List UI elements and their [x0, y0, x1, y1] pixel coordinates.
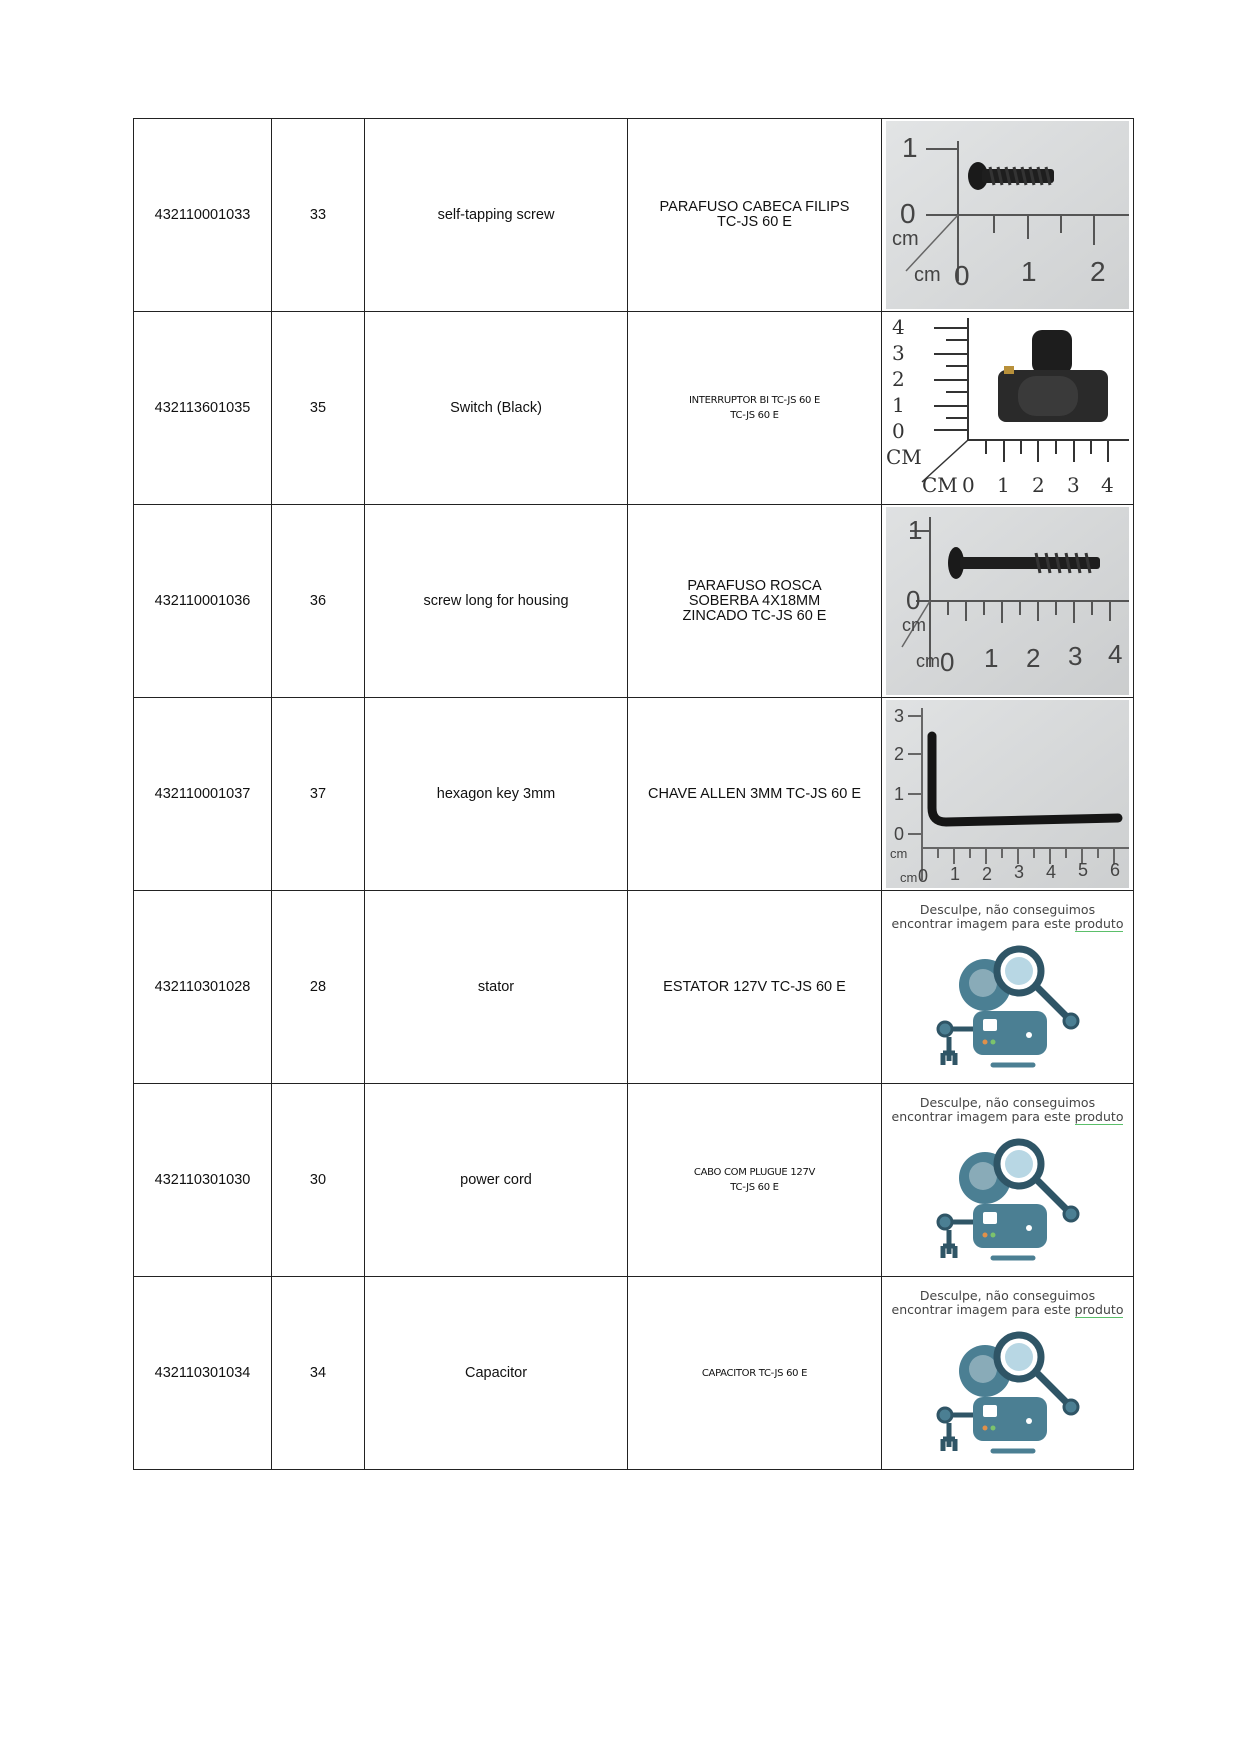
- no-image-placeholder: [886, 1086, 1129, 1274]
- part-code: 432110001037: [134, 698, 272, 891]
- ruler-h-label: 3: [1067, 473, 1080, 497]
- ruler-v-label: 4: [892, 315, 905, 339]
- part-image-cell: [882, 1277, 1134, 1470]
- ruler-h-label: 1: [1021, 256, 1037, 287]
- ruler-unit-h: cm: [914, 264, 941, 286]
- part-photo-screw-long: [886, 507, 1129, 695]
- position-number: 37: [272, 698, 365, 891]
- ruler-h-label: 1: [997, 473, 1010, 497]
- ruler-unit-h: CM: [922, 473, 958, 497]
- part-image-cell: [882, 891, 1134, 1084]
- ruler-v-label-0: 0: [900, 198, 916, 229]
- ruler-unit-h: cm: [916, 651, 940, 671]
- description-en: Switch (Black): [365, 312, 628, 505]
- position-number: 28: [272, 891, 365, 1084]
- part-image-cell: [882, 1084, 1134, 1277]
- ruler-v-label: 2: [892, 367, 905, 391]
- description-en: power cord: [365, 1084, 628, 1277]
- robot-magnifier-icon: [933, 1138, 1083, 1266]
- ruler-unit-v: cm: [902, 615, 926, 635]
- ruler-h-label: 2: [1026, 643, 1041, 673]
- ruler-v-label-1: 1: [902, 132, 918, 163]
- part-code: 432113601035: [134, 312, 272, 505]
- table-row: [134, 505, 1134, 698]
- robot-magnifier-icon: [933, 1331, 1083, 1459]
- no-image-placeholder: [886, 893, 1129, 1081]
- no-image-line2: encontrar imagem para este: [891, 1302, 1075, 1317]
- ruler-h-label: 0: [954, 260, 970, 291]
- ruler-unit-v: cm: [892, 228, 919, 250]
- ruler-v-label: 3: [894, 706, 905, 726]
- ruler-h-label: 0: [962, 473, 975, 497]
- description-pt-text: INTERRUPTOR BI TC-JS 60 E TC-JS 60 E: [688, 395, 821, 421]
- part-image-cell: [882, 119, 1134, 312]
- ruler-h-label: 0: [940, 647, 955, 677]
- no-image-line2-underlined: produto: [1074, 1109, 1124, 1124]
- no-image-message: [886, 893, 1129, 931]
- ruler-h-label: 4: [1108, 639, 1123, 669]
- no-image-line2: encontrar imagem para este: [891, 916, 1075, 931]
- table-row: [134, 1084, 1134, 1277]
- ruler-v-label: 1: [908, 515, 923, 545]
- part-image-cell: [882, 312, 1134, 505]
- ruler-h-label: 4: [1046, 862, 1057, 882]
- description-pt: [628, 891, 882, 1084]
- position-number: 34: [272, 1277, 365, 1470]
- ruler-h-label: 1: [984, 643, 999, 673]
- ruler-v-label: 1: [892, 393, 905, 417]
- robot-magnifier-icon: [933, 945, 1083, 1073]
- no-image-placeholder: [886, 1279, 1129, 1467]
- ruler-v-label: 2: [894, 744, 905, 764]
- part-code: 432110301034: [134, 1277, 272, 1470]
- description-pt: [628, 505, 882, 698]
- ruler-v-label: 1: [894, 784, 905, 804]
- ruler-h-label: 2: [1032, 473, 1045, 497]
- part-image-cell: [882, 698, 1134, 891]
- table-row: [134, 312, 1134, 505]
- ruler-h-label: 2: [1090, 256, 1106, 287]
- description-en: Capacitor: [365, 1277, 628, 1470]
- description-pt-text: PARAFUSO CABECA FILIPS TC-JS 60 E: [659, 199, 850, 230]
- table-row: [134, 1277, 1134, 1470]
- ruler-unit-v: CM: [886, 445, 922, 469]
- description-en: hexagon key 3mm: [365, 698, 628, 891]
- table-row: [134, 119, 1134, 312]
- ruler-v-label: 0: [892, 419, 905, 443]
- part-code: 432110301030: [134, 1084, 272, 1277]
- description-pt: [628, 1084, 882, 1277]
- no-image-message: [886, 1279, 1129, 1317]
- ruler-h-label: 2: [982, 864, 993, 884]
- part-code: 432110001036: [134, 505, 272, 698]
- description-pt: [628, 312, 882, 505]
- description-pt: [628, 698, 882, 891]
- ruler-v-label: 0: [906, 585, 921, 615]
- part-photo-switch: [886, 314, 1129, 502]
- ruler-h-label: 3: [1068, 641, 1083, 671]
- no-image-line1: Desculpe, não conseguimos: [919, 1288, 1096, 1303]
- description-pt: [628, 1277, 882, 1470]
- ruler-h-label: 6: [1110, 860, 1121, 880]
- ruler-v-label: 3: [892, 341, 905, 365]
- description-pt-text: CAPACITOR TC-JS 60 E: [701, 1367, 808, 1379]
- position-number: 30: [272, 1084, 365, 1277]
- part-code: 432110001033: [134, 119, 272, 312]
- parts-table: [133, 118, 1134, 1470]
- position-number: 36: [272, 505, 365, 698]
- no-image-line1: Desculpe, não conseguimos: [919, 902, 1096, 917]
- ruler-unit-v: cm: [890, 846, 908, 861]
- table-row: [134, 698, 1134, 891]
- no-image-message: [886, 1086, 1129, 1124]
- ruler-h-label: 1: [950, 864, 961, 884]
- description-pt-text: CHAVE ALLEN 3MM TC-JS 60 E: [647, 785, 861, 802]
- ruler-h-label: 4: [1101, 473, 1114, 497]
- position-number: 33: [272, 119, 365, 312]
- description-pt-text: ESTATOR 127V TC-JS 60 E: [663, 978, 846, 995]
- description-pt: [628, 119, 882, 312]
- description-en: screw long for housing: [365, 505, 628, 698]
- ruler-h-label: 0: [918, 866, 929, 886]
- no-image-line2: encontrar imagem para este: [891, 1109, 1075, 1124]
- description-pt-text: CABO COM PLUGUE 127V TC-JS 60 E: [693, 1167, 816, 1193]
- no-image-line2-underlined: produto: [1074, 1302, 1124, 1317]
- ruler-unit-h: cm: [900, 870, 918, 885]
- ruler-h-label: 5: [1078, 860, 1089, 880]
- description-en: self-tapping screw: [365, 119, 628, 312]
- no-image-line1: Desculpe, não conseguimos: [919, 1095, 1096, 1110]
- ruler-h-label: 3: [1014, 862, 1025, 882]
- position-number: 35: [272, 312, 365, 505]
- description-pt-text: PARAFUSO ROSCA SOBERBA 4X18MM ZINCADO TC-JS 60 E: [682, 577, 827, 624]
- description-en: stator: [365, 891, 628, 1084]
- part-photo-hex-key: [886, 700, 1129, 888]
- table-row: [134, 891, 1134, 1084]
- no-image-line2-underlined: produto: [1074, 916, 1124, 931]
- part-photo-screw-short: [886, 121, 1129, 309]
- part-image-cell: [882, 505, 1134, 698]
- ruler-v-label: 0: [894, 824, 905, 844]
- part-code: 432110301028: [134, 891, 272, 1084]
